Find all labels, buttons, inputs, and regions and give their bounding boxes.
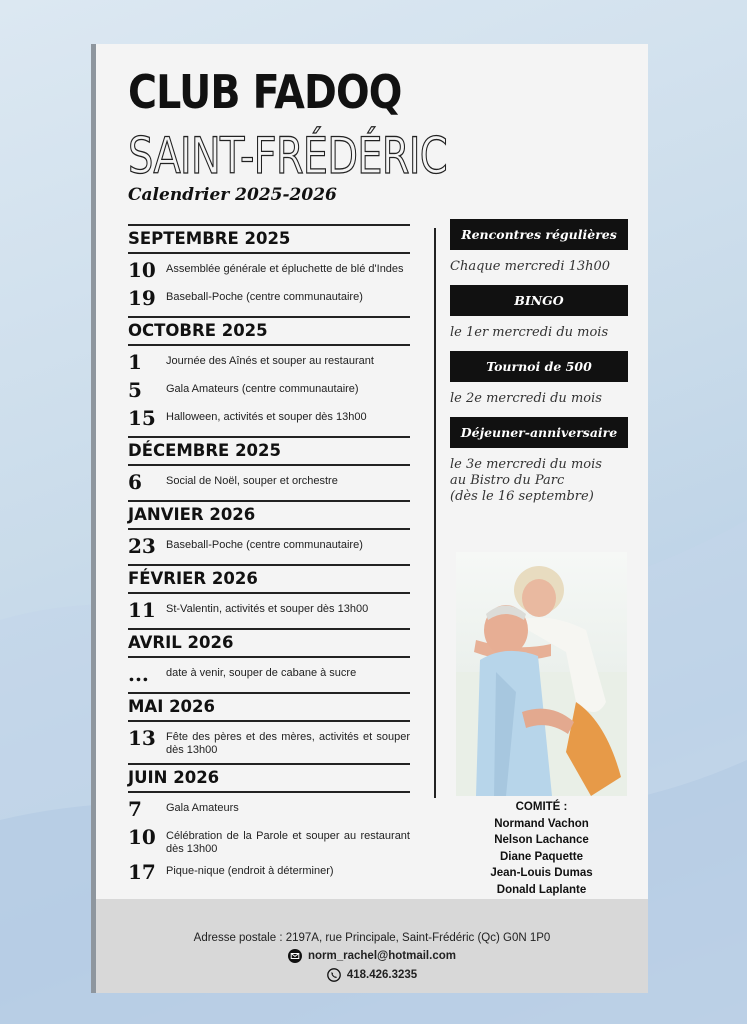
event-item bbox=[128, 406, 410, 430]
event-item bbox=[128, 350, 410, 374]
activity-tag: Tournoi de 500 bbox=[450, 351, 628, 382]
phone-number[interactable]: 418.426.3235 bbox=[346, 969, 418, 981]
postal-address: Adresse postale : 2197A, rue Principale, Saint-Frédéric (Qc) G0N 1P0 bbox=[193, 932, 551, 944]
event-description: Assemblée générale et épluchette de blé d'Indes bbox=[166, 263, 404, 275]
committee-heading: COMITÉ : bbox=[515, 801, 568, 813]
event-item bbox=[128, 534, 410, 558]
club-title: CLUB FADOQ bbox=[128, 65, 402, 119]
email-icon bbox=[288, 949, 302, 963]
activity-tag: BINGO bbox=[450, 285, 628, 316]
event-day: 11 bbox=[128, 598, 156, 622]
month-heading: OCTOBRE 2025 bbox=[128, 316, 410, 346]
column-divider bbox=[434, 228, 436, 798]
month-heading: MAI 2026 bbox=[128, 692, 410, 722]
event-day: 15 bbox=[128, 406, 156, 430]
event-description: Pique-nique (endroit à déterminer) bbox=[166, 865, 334, 877]
calendar-list bbox=[128, 224, 410, 884]
committee-member: Nelson Lachance bbox=[494, 834, 589, 846]
activity-schedule: le 2e mercredi du mois bbox=[450, 391, 602, 406]
phone-row bbox=[96, 968, 648, 982]
event-day: 1 bbox=[128, 350, 142, 374]
phone-icon bbox=[327, 968, 341, 982]
month-heading: AVRIL 2026 bbox=[128, 628, 410, 658]
event-day: 19 bbox=[128, 286, 156, 310]
activity-schedule: le 1er mercredi du mois bbox=[450, 325, 609, 340]
event-day: 10 bbox=[128, 825, 156, 849]
month-heading: JUIN 2026 bbox=[128, 763, 410, 793]
email-link[interactable]: norm_rachel@hotmail.com bbox=[308, 950, 456, 962]
activity-schedule: le 3e mercredi du mois au Bistro du Parc (dès le 16 septembre) bbox=[450, 457, 602, 504]
regular-activities bbox=[450, 219, 628, 515]
event-description: Célébration de la Parole et souper au restaurant dès 13h00 bbox=[166, 830, 410, 855]
committee-member: Jean-Louis Dumas bbox=[490, 867, 593, 879]
event-description: Social de Noël, souper et orchestre bbox=[166, 475, 338, 487]
event-day: 6 bbox=[128, 470, 142, 494]
month-heading: JANVIER 2026 bbox=[128, 500, 410, 530]
calendar-subtitle: Calendrier 2025-2026 bbox=[128, 185, 337, 205]
poster bbox=[96, 44, 648, 993]
event-day: 13 bbox=[128, 726, 156, 750]
event-day: 23 bbox=[128, 534, 156, 558]
event-description: Gala Amateurs bbox=[166, 802, 239, 814]
activity-tag: Rencontres régulières bbox=[450, 219, 628, 250]
event-day: 17 bbox=[128, 860, 156, 884]
month-heading: SEPTEMBRE 2025 bbox=[128, 224, 410, 254]
event-item bbox=[128, 662, 410, 686]
footer bbox=[96, 899, 648, 993]
committee bbox=[456, 799, 627, 898]
event-item bbox=[128, 286, 410, 310]
event-description: Baseball-Poche (centre communautaire) bbox=[166, 291, 363, 303]
committee-member: Donald Laplante bbox=[496, 883, 587, 896]
event-item bbox=[128, 598, 410, 622]
committee-member: Diane Paquette bbox=[499, 850, 584, 863]
event-day: 10 bbox=[128, 258, 156, 282]
event-item bbox=[128, 470, 410, 494]
event-item bbox=[128, 378, 410, 402]
couple-photo bbox=[456, 552, 627, 796]
event-description: Gala Amateurs (centre communautaire) bbox=[166, 383, 359, 395]
event-description: date à venir, souper de cabane à sucre bbox=[166, 667, 357, 679]
club-location: SAINT-FRÉDÉRIC bbox=[128, 127, 447, 185]
activity-schedule: Chaque mercredi 13h00 bbox=[450, 259, 611, 274]
event-item bbox=[128, 258, 410, 282]
month-heading: DÉCEMBRE 2025 bbox=[128, 436, 410, 466]
event-day: 5 bbox=[128, 378, 142, 402]
email-row bbox=[96, 949, 648, 963]
event-description: Halloween, activités et souper dès 13h00 bbox=[166, 411, 367, 423]
event-description: St-Valentin, activités et souper dès 13h00 bbox=[166, 603, 369, 615]
month-heading: FÉVRIER 2026 bbox=[128, 564, 410, 594]
event-day: 7 bbox=[128, 797, 142, 821]
event-item bbox=[128, 797, 410, 821]
event-description: Fête des pères et des mères, activités et souper dès 13h00 bbox=[166, 731, 410, 756]
event-item bbox=[128, 860, 410, 884]
event-day: ... bbox=[128, 662, 149, 686]
event-item bbox=[128, 726, 410, 757]
committee-member: Normand Vachon bbox=[494, 817, 589, 830]
event-description: Baseball-Poche (centre communautaire) bbox=[166, 539, 363, 551]
event-item bbox=[128, 825, 410, 856]
activity-tag: Déjeuner-anniversaire bbox=[450, 417, 628, 448]
event-description: Journée des Aînés et souper au restaurant bbox=[166, 355, 374, 367]
